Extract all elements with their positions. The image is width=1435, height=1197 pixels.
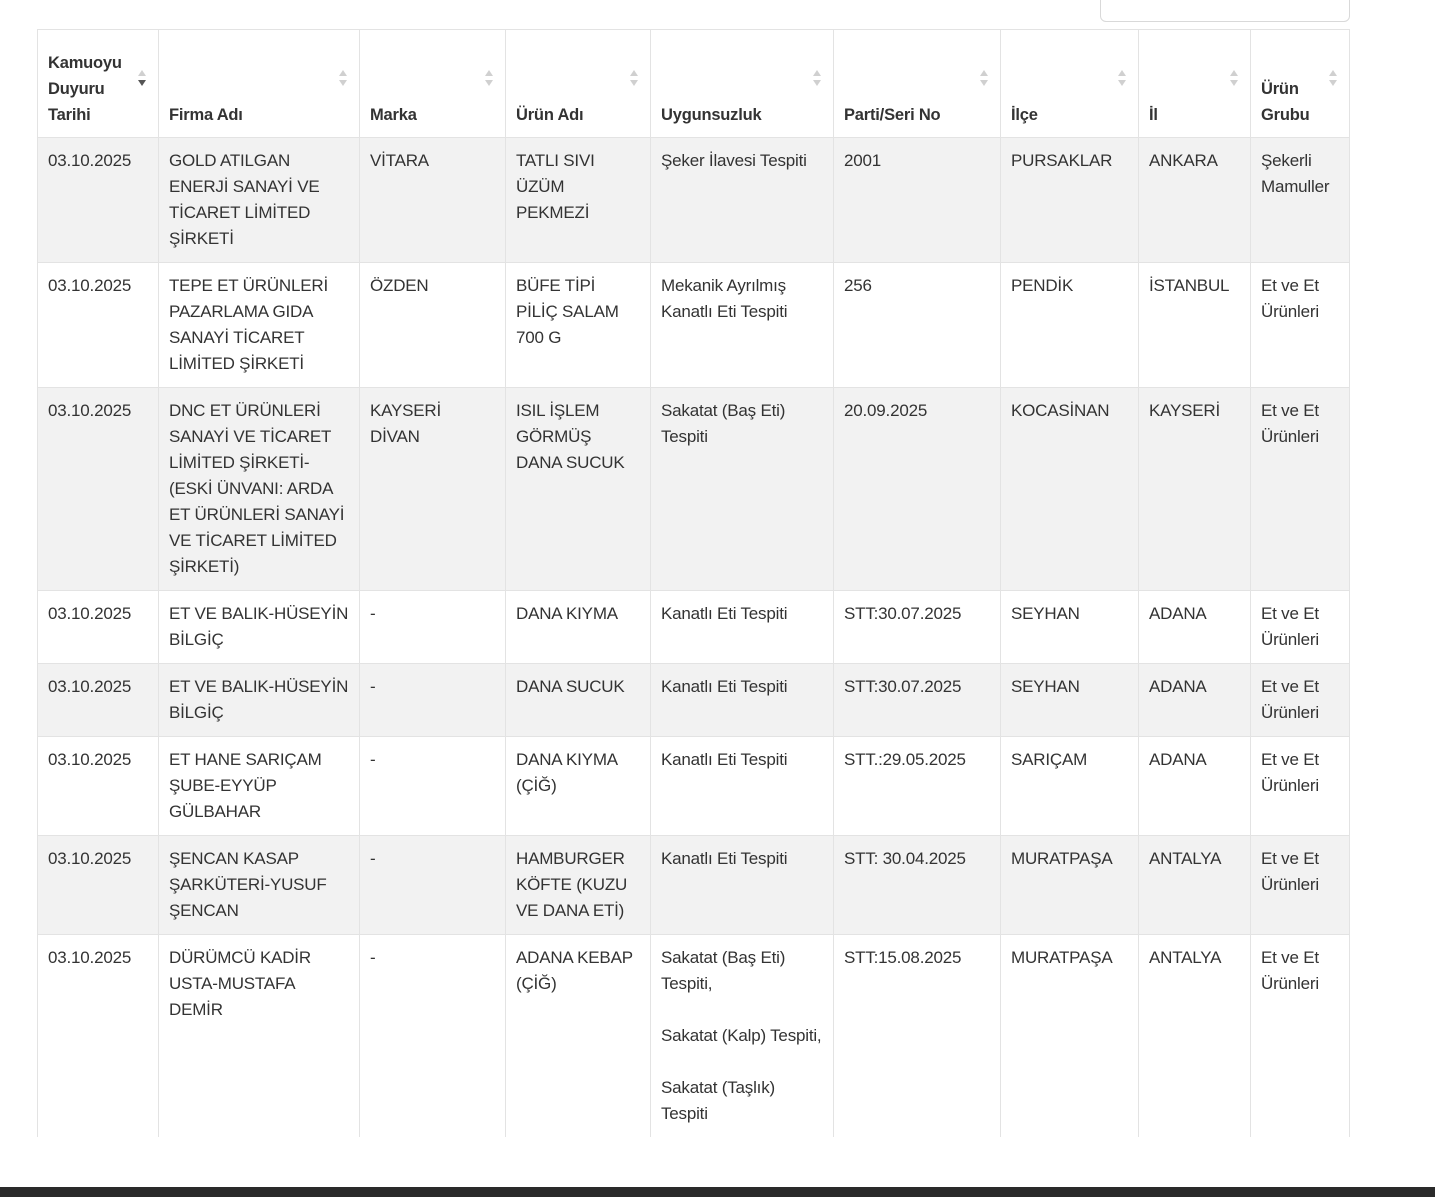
cell-batch: STT:30.07.2025	[834, 591, 1001, 664]
column-header-label: Firma Adı	[169, 106, 243, 124]
cell-date: 03.10.2025	[38, 737, 159, 836]
sort-icon[interactable]	[1230, 68, 1238, 90]
cell-issue	[651, 664, 834, 737]
column-header-label: Parti/Seri No	[844, 106, 941, 124]
cell-group: Et ve Et Ürünleri	[1251, 737, 1350, 836]
cell-date: 03.10.2025	[38, 591, 159, 664]
cell-district: PENDİK	[1001, 263, 1139, 388]
cell-date: 03.10.2025	[38, 138, 159, 263]
cell-district: SEYHAN	[1001, 591, 1139, 664]
table-row	[38, 935, 1350, 1138]
cell-date: 03.10.2025	[38, 388, 159, 591]
cell-firm: ET VE BALIK-HÜSEYİN BİLGİÇ	[159, 591, 360, 664]
column-header-date[interactable]	[38, 30, 159, 138]
cell-issue	[651, 737, 834, 836]
cell-issue	[651, 836, 834, 935]
table-body	[38, 138, 1350, 1138]
cell-product: ISIL İŞLEM GÖRMÜŞ DANA SUCUK	[506, 388, 651, 591]
cell-district: MURATPAŞA	[1001, 935, 1139, 1138]
cell-product: DANA SUCUK	[506, 664, 651, 737]
table-row	[38, 388, 1350, 591]
cell-firm: ET HANE SARIÇAM ŞUBE-EYYÜP GÜLBAHAR	[159, 737, 360, 836]
cell-firm: DÜRÜMCÜ KADİR USTA-MUSTAFA DEMİR	[159, 935, 360, 1138]
issue-line: Kanatlı Eti Tespiti	[661, 750, 788, 769]
cell-brand: -	[360, 664, 506, 737]
cell-brand: VİTARA	[360, 138, 506, 263]
cell-batch: STT:30.07.2025	[834, 664, 1001, 737]
cell-issue	[651, 138, 834, 263]
table-header	[38, 30, 1350, 138]
cell-province: ADANA	[1139, 664, 1251, 737]
column-header-batch[interactable]	[834, 30, 1001, 138]
issue-line: Sakatat (Baş Eti) Tespiti,	[661, 948, 786, 993]
sort-icon[interactable]	[630, 68, 638, 90]
cell-firm: ET VE BALIK-HÜSEYİN BİLGİÇ	[159, 664, 360, 737]
issue-line: Şeker İlavesi Tespiti	[661, 151, 807, 170]
cell-group: Şekerli Mamuller	[1251, 138, 1350, 263]
issue-line: Kanatlı Eti Tespiti	[661, 849, 788, 868]
cell-brand: -	[360, 591, 506, 664]
sort-icon[interactable]	[339, 68, 347, 90]
column-header-label: Ürün Adı	[516, 106, 584, 124]
cell-group: Et ve Et Ürünleri	[1251, 664, 1350, 737]
cell-date: 03.10.2025	[38, 263, 159, 388]
cell-batch: STT: 30.04.2025	[834, 836, 1001, 935]
header-row	[38, 30, 1350, 138]
column-header-label: Marka	[370, 106, 417, 124]
cell-firm: ŞENCAN KASAP ŞARKÜTERİ-YUSUF ŞENCAN	[159, 836, 360, 935]
cell-date: 03.10.2025	[38, 836, 159, 935]
issue-line: Kanatlı Eti Tespiti	[661, 677, 788, 696]
footer-bar	[0, 1187, 1435, 1197]
cell-firm: DNC ET ÜRÜNLERİ SANAYİ VE TİCARET LİMİTED ŞİRKETİ-(ESKİ ÜNVANI: ARDA ET ÜRÜNLERİ SANAYİ VE TİCARET LİMİTED ŞİRKETİ)	[159, 388, 360, 591]
column-header-brand[interactable]	[360, 30, 506, 138]
table-row	[38, 664, 1350, 737]
cell-product: DANA KIYMA	[506, 591, 651, 664]
cell-province: ANTALYA	[1139, 935, 1251, 1138]
search-input[interactable]	[1100, 0, 1350, 22]
cell-brand: -	[360, 737, 506, 836]
cell-district: KOCASİNAN	[1001, 388, 1139, 591]
cell-province: ANTALYA	[1139, 836, 1251, 935]
issue-line: Mekanik Ayrılmış Kanatlı Eti Tespiti	[661, 276, 788, 321]
column-header-issue[interactable]	[651, 30, 834, 138]
cell-province: ANKARA	[1139, 138, 1251, 263]
cell-province: ADANA	[1139, 591, 1251, 664]
cell-product: HAMBURGER KÖFTE (KUZU VE DANA ETİ)	[506, 836, 651, 935]
cell-batch: STT:15.08.2025	[834, 935, 1001, 1138]
sort-icon[interactable]	[1118, 68, 1126, 90]
cell-batch: 20.09.2025	[834, 388, 1001, 591]
column-header-label: Kamuoyu Duyuru Tarihi	[48, 54, 122, 124]
sort-icon[interactable]	[1329, 68, 1337, 90]
sort-icon[interactable]	[980, 68, 988, 90]
column-header-label: İlçe	[1011, 106, 1038, 124]
issue-line: Sakatat (Baş Eti) Tespiti	[661, 401, 786, 446]
sort-desc-icon[interactable]	[138, 68, 146, 90]
column-header-label: İl	[1149, 106, 1158, 124]
issue-line: Sakatat (Kalp) Tespiti,	[661, 1026, 822, 1045]
cell-district: SEYHAN	[1001, 664, 1139, 737]
cell-issue	[651, 263, 834, 388]
cell-province: KAYSERİ	[1139, 388, 1251, 591]
cell-product: DANA KIYMA (ÇİĞ)	[506, 737, 651, 836]
cell-group: Et ve Et Ürünleri	[1251, 935, 1350, 1138]
cell-brand: KAYSERİ DİVAN	[360, 388, 506, 591]
cell-firm: GOLD ATILGAN ENERJİ SANAYİ VE TİCARET LİMİTED ŞİRKETİ	[159, 138, 360, 263]
column-header-district[interactable]	[1001, 30, 1139, 138]
table-row	[38, 138, 1350, 263]
sort-icon[interactable]	[485, 68, 493, 90]
cell-issue	[651, 935, 834, 1138]
results-table	[37, 29, 1350, 1137]
cell-district: PURSAKLAR	[1001, 138, 1139, 263]
cell-batch: 2001	[834, 138, 1001, 263]
results-table-container	[37, 29, 1350, 1137]
cell-product: BÜFE TİPİ PİLİÇ SALAM 700 G	[506, 263, 651, 388]
cell-product: TATLI SIVI ÜZÜM PEKMEZİ	[506, 138, 651, 263]
cell-province: İSTANBUL	[1139, 263, 1251, 388]
sort-icon[interactable]	[813, 68, 821, 90]
cell-brand: -	[360, 935, 506, 1138]
column-header-province[interactable]	[1139, 30, 1251, 138]
column-header-product[interactable]	[506, 30, 651, 138]
cell-date: 03.10.2025	[38, 935, 159, 1138]
cell-batch: STT.:29.05.2025	[834, 737, 1001, 836]
cell-firm: TEPE ET ÜRÜNLERİ PAZARLAMA GIDA SANAYİ TİCARET LİMİTED ŞİRKETİ	[159, 263, 360, 388]
cell-product: ADANA KEBAP (ÇİĞ)	[506, 935, 651, 1138]
table-row	[38, 836, 1350, 935]
column-header-label: Uygunsuzluk	[661, 106, 762, 124]
cell-province: ADANA	[1139, 737, 1251, 836]
cell-issue	[651, 591, 834, 664]
cell-brand: -	[360, 836, 506, 935]
cell-issue	[651, 388, 834, 591]
table-row	[38, 737, 1350, 836]
table-row	[38, 263, 1350, 388]
cell-district: SARIÇAM	[1001, 737, 1139, 836]
table-row	[38, 591, 1350, 664]
issue-line: Kanatlı Eti Tespiti	[661, 604, 788, 623]
cell-batch: 256	[834, 263, 1001, 388]
cell-group: Et ve Et Ürünleri	[1251, 836, 1350, 935]
cell-date: 03.10.2025	[38, 664, 159, 737]
cell-brand: ÖZDEN	[360, 263, 506, 388]
cell-group: Et ve Et Ürünleri	[1251, 388, 1350, 591]
column-header-label: Ürün Grubu	[1261, 80, 1310, 124]
cell-group: Et ve Et Ürünleri	[1251, 591, 1350, 664]
cell-group: Et ve Et Ürünleri	[1251, 263, 1350, 388]
issue-line: Sakatat (Taşlık) Tespiti	[661, 1078, 775, 1123]
column-header-firm[interactable]	[159, 30, 360, 138]
column-header-group[interactable]	[1251, 30, 1350, 138]
cell-district: MURATPAŞA	[1001, 836, 1139, 935]
